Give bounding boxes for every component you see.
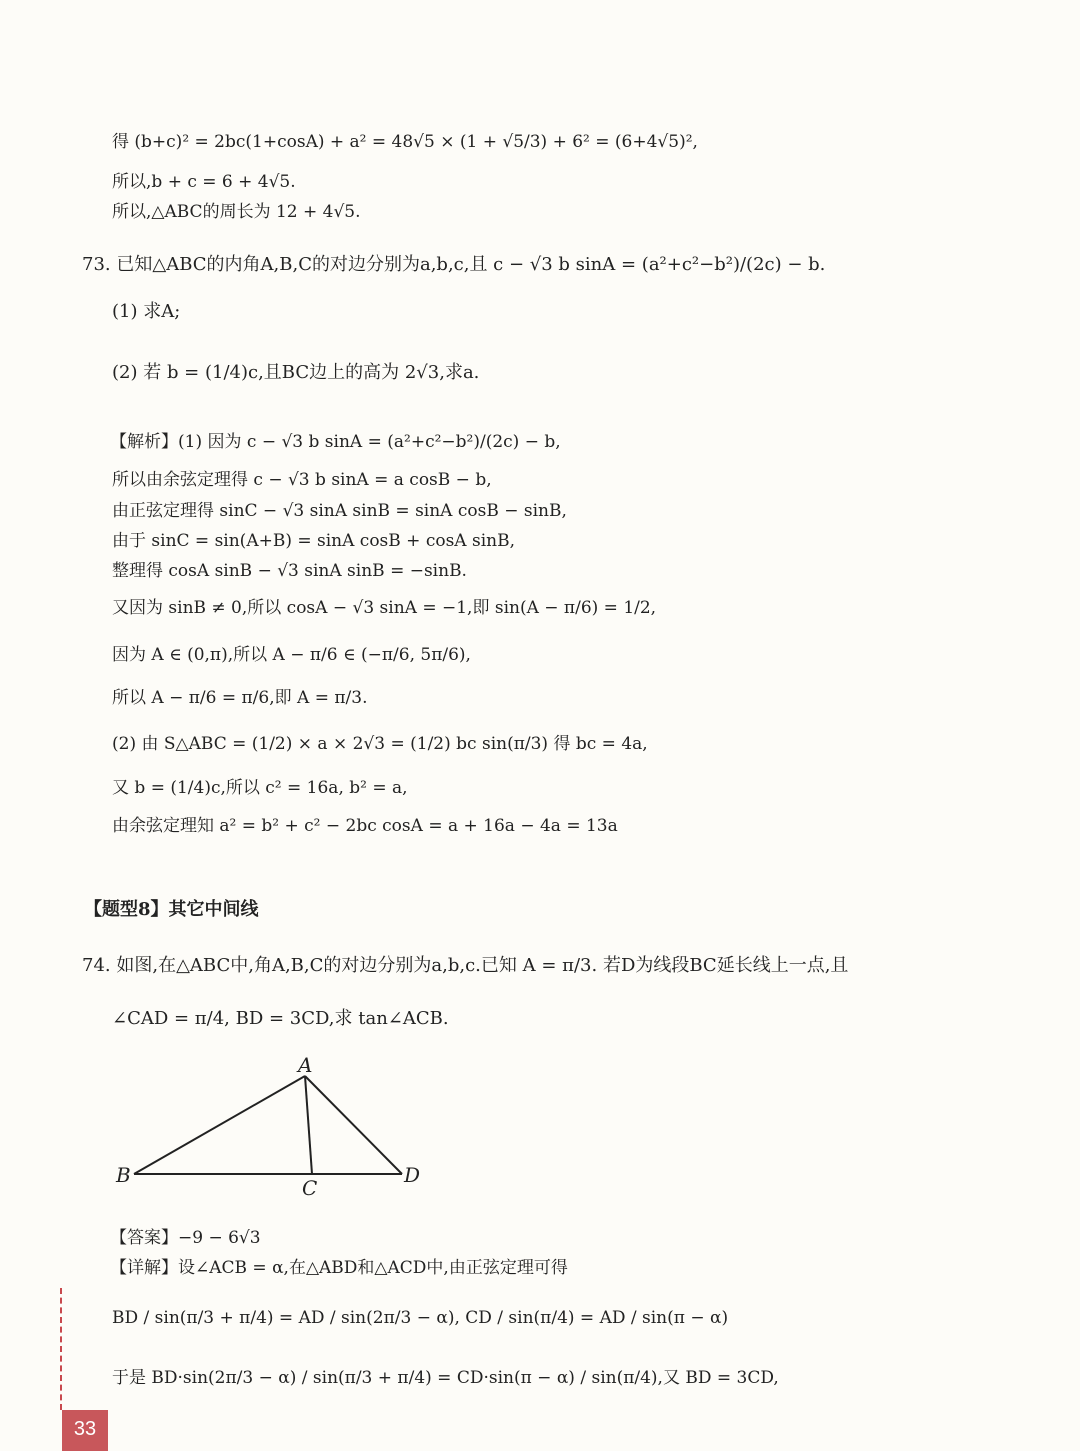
detail-line-1: 【详解】设∠ACB = α,在△ABD和△ACD中,由正弦定理可得 (110, 1258, 568, 1278)
analysis-line-6: 又因为 sinB ≠ 0,所以 cosA − √3 sinA = −1,即 sin(A − π/6) = 1/2, (112, 598, 657, 618)
analysis-line-1: 【解析】(1) 因为 c − √3 b sinA = (a²+c²−b²)/(2c) − b, (110, 432, 561, 452)
label-a: A (298, 1053, 313, 1077)
problem-73-part-2: (2) 若 b = (1/4)c,且BC边上的高为 2√3,求a. (112, 362, 480, 383)
label-c: C (302, 1176, 318, 1200)
detail-line-3: 于是 BD·sin(2π/3 − α) / sin(π/3 + π/4) = CD·sin(π − α) / sin(π/4),又 BD = 3CD, (112, 1368, 779, 1388)
analysis-line-10: 又 b = (1/4)c,所以 c² = 16a, b² = a, (112, 778, 408, 798)
answer-line: 【答案】−9 − 6√3 (110, 1228, 261, 1248)
analysis-line-9: (2) 由 S△ABC = (1/2) × a × 2√3 = (1/2) bc sin(π/3) 得 bc = 4a, (112, 734, 648, 754)
label-d: D (404, 1163, 421, 1187)
solution-line-1: 得 (b+c)² = 2bc(1+cosA) + a² = 48√5 × (1 + √5/3) + 6² = (6+4√5)², (112, 132, 698, 152)
triangle-figure (110, 1050, 440, 1200)
analysis-line-3: 由正弦定理得 sinC − √3 sinA sinB = sinA cosB − sinB, (112, 501, 567, 521)
detail-line-2: BD / sin(π/3 + π/4) = AD / sin(2π/3 − α), CD / sin(π/4) = AD / sin(π − α) (112, 1308, 729, 1328)
section-heading: 【题型8】其它中间线 (84, 899, 259, 920)
analysis-line-4: 由于 sinC = sin(A+B) = sinA cosB + cosA sinB, (112, 531, 515, 551)
page-number: 33 (62, 1410, 108, 1451)
analysis-line-5: 整理得 cosA sinB − √3 sinA sinB = −sinB. (112, 561, 467, 581)
problem-73-part-1: (1) 求A; (112, 301, 181, 322)
label-b: B (116, 1163, 131, 1187)
analysis-line-2: 所以由余弦定理得 c − √3 b sinA = a cosB − b, (112, 470, 492, 490)
margin-dashed-rule (60, 1288, 62, 1410)
solution-line-2: 所以,b + c = 6 + 4√5. (112, 172, 296, 192)
problem-73-statement: 73. 已知△ABC的内角A,B,C的对边分别为a,b,c,且 c − √3 b sinA = (a²+c²−b²)/(2c) − b. (82, 254, 826, 275)
analysis-line-11: 由余弦定理知 a² = b² + c² − 2bc cosA = a + 16a − 4a = 13a (112, 816, 618, 836)
solution-line-3: 所以,△ABC的周长为 12 + 4√5. (112, 202, 361, 222)
problem-74-statement-cont: ∠CAD = π/4, BD = 3CD,求 tan∠ACB. (112, 1008, 449, 1029)
problem-74-statement: 74. 如图,在△ABC中,角A,B,C的对边分别为a,b,c.已知 A = π/3. 若D为线段BC延长线上一点,且 (82, 955, 849, 976)
analysis-line-7: 因为 A ∈ (0,π),所以 A − π/6 ∈ (−π/6, 5π/6), (112, 645, 471, 665)
analysis-line-8: 所以 A − π/6 = π/6,即 A = π/3. (112, 688, 368, 708)
